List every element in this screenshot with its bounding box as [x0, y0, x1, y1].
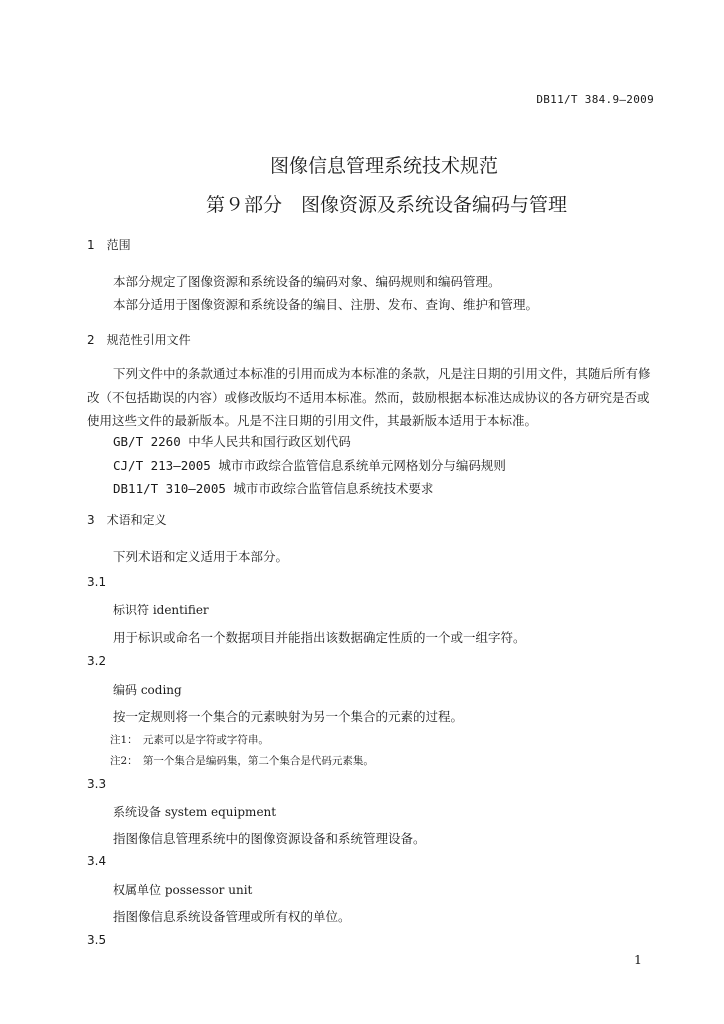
references-intro-paragraph: 下列文件中的条款通过本标准的引用而成为本标准的条款，凡是注日期的引用文件，其随后所有修改（不包括勘误的内容）或修改版均不适用本标准。然而，鼓励根据本标准达成协议的各方研究是否或使用这些文件的最新版本。凡是不注日期的引用文件，其最新版本适用于本标准。 [87, 366, 651, 428]
clause-number: 3.5 [87, 933, 107, 947]
definition-identifier: 用于标识或命名一个数据项目并能指出该数据确定性质的一个或一组字符。 [113, 630, 526, 645]
definition-system-equipment: 指图像信息管理系统中的图像资源设备和系统管理设备。 [113, 831, 426, 846]
part-title: 第９部分 图像资源及系统设备编码与管理 [206, 194, 568, 216]
page-number: 1 [634, 952, 642, 967]
document-title: 图像信息管理系统技术规范 [270, 155, 499, 177]
standard-id: DB11/T 384.9—2009 [536, 93, 654, 106]
note-1: 注1： 元素可以是字符或字符串。 [110, 734, 269, 746]
reference-item: GB/T 2260 中华人民共和国行政区划代码 [113, 434, 351, 449]
term-system-equipment: 系统设备 system equipment [113, 805, 277, 819]
clause-number: 3.4 [87, 854, 107, 868]
term-coding: 编码 coding [113, 683, 182, 697]
note-2: 注2： 第一个集合是编码集，第二个集合是代码元素集。 [110, 755, 374, 767]
section-heading-scope: 1 范围 [87, 238, 131, 252]
reference-item: CJ/T 213—2005 城市市政综合监管信息系统单元网格划分与编码规则 [113, 458, 506, 473]
term-possessor-unit: 权属单位 possessor unit [113, 883, 253, 897]
section-heading-normative-references: 2 规范性引用文件 [87, 333, 191, 347]
definition-possessor-unit: 指图像信息系统设备管理或所有权的单位。 [113, 909, 351, 924]
terms-intro: 下列术语和定义适用于本部分。 [113, 549, 289, 564]
clause-number: 3.2 [87, 654, 107, 668]
scope-paragraph-2: 本部分适用于图像资源和系统设备的编目、注册、发布、查询、维护和管理。 [113, 297, 539, 312]
term-identifier: 标识符 identifier [113, 603, 209, 617]
clause-number: 3.1 [87, 575, 107, 589]
definition-coding: 按一定规则将一个集合的元素映射为另一个集合的元素的过程。 [113, 709, 464, 724]
scope-paragraph-1: 本部分规定了图像资源和系统设备的编码对象、编码规则和编码管理。 [113, 274, 501, 289]
clause-number: 3.3 [87, 777, 107, 791]
section-heading-terms-and-definitions: 3 术语和定义 [87, 513, 167, 527]
reference-item: DB11/T 310—2005 城市市政综合监管信息系统技术要求 [113, 481, 434, 496]
